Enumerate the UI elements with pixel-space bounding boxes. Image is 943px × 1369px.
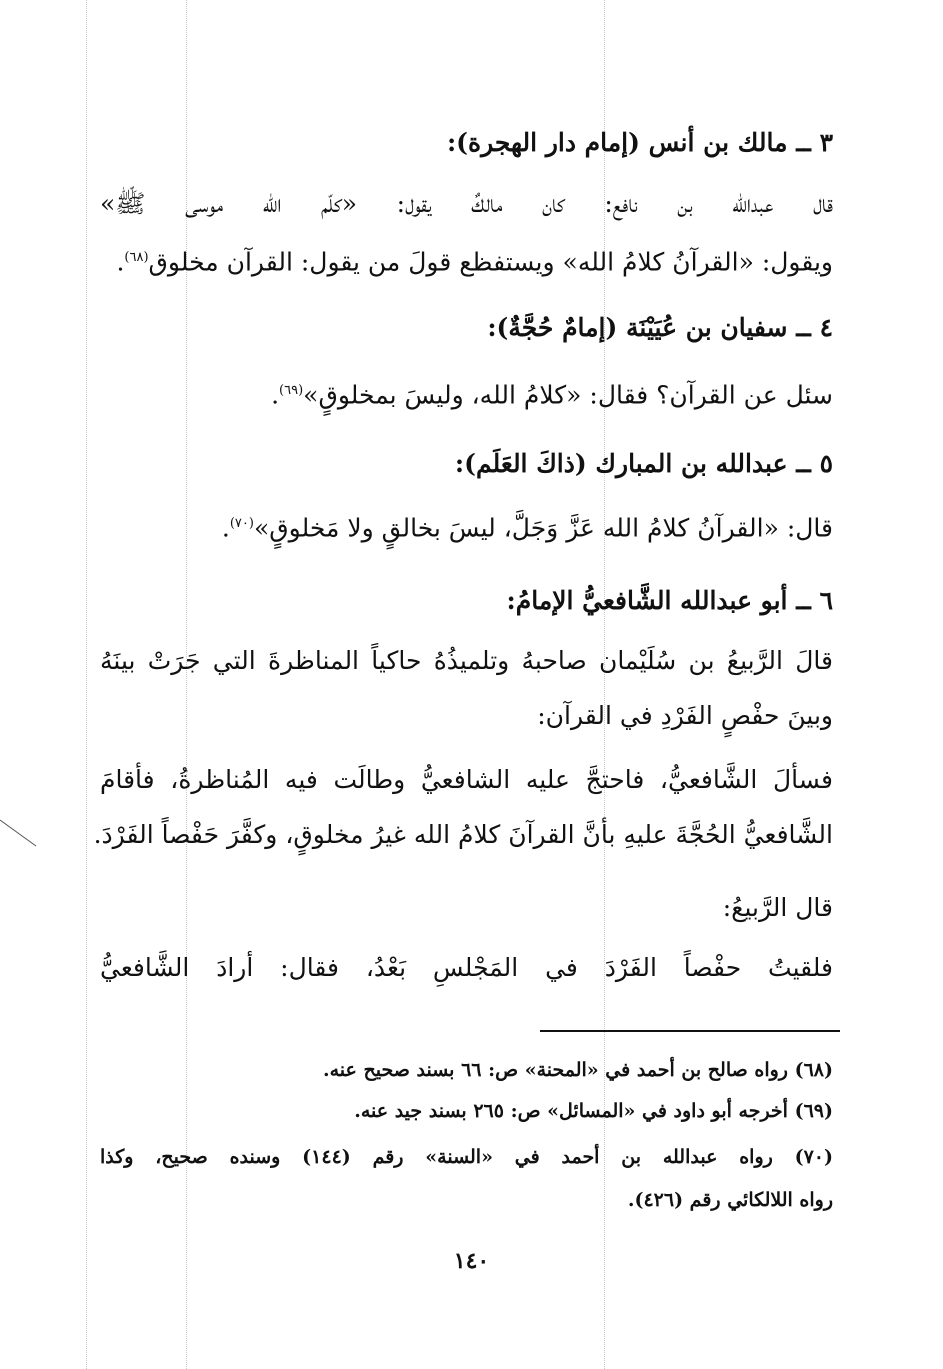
paragraph-line: وبينَ حفْصٍ الفَرْدِ في القرآن: bbox=[537, 701, 833, 730]
paragraph-text: ويقول: «القرآنُ كلامُ الله» ويستفظع قولَ من يقول: القرآن مخلوق bbox=[148, 247, 833, 277]
footnote-70: (٧٠) رواه عبدالله بن أحمد في «السنة» رقم (١٤٤) وسنده صحيح، وكذا bbox=[100, 1146, 834, 1168]
footnote-ref-69: (٦٩) bbox=[279, 383, 304, 398]
footnote-70-continued: رواه اللالكائي رقم (٤٢٦). bbox=[627, 1189, 833, 1211]
paragraph-line: فسألَ الشَّافعيُّ، فاحتجَّ عليه الشافعيُّ وطالَت فيه المُناظرةُ، فأقامَ bbox=[100, 765, 833, 794]
paragraph-text: سئل عن القرآن؟ فقال: «كلامُ الله، وليسَ بمخلوقٍ» bbox=[303, 380, 833, 410]
heading-section-5: ٥ ــ عبدالله بن المبارك (ذاكَ العَلَم): bbox=[454, 449, 833, 478]
page-number: ١٤٠ bbox=[453, 1248, 490, 1274]
footnote-separator bbox=[540, 1030, 840, 1032]
heading-section-3: ٣ ــ مالك بن أنس (إمام دار الهجرة): bbox=[446, 128, 833, 157]
heading-section-4: ٤ ــ سفيان بن عُيَيْنَة (إمامٌ حُجَّةٌ): bbox=[487, 313, 833, 342]
paragraph-line: فلقيتُ حفْصاً الفَرْدَ في المَجْلسِ بَعْدُ، فقال: أرادَ الشَّافعيُّ bbox=[100, 953, 833, 982]
footnote-68: (٦٨) رواه صالح بن أحمد في «المحنة» ص: ٦٦ بسند صحيح عنه. bbox=[323, 1059, 833, 1081]
paragraph-text: قال: «القرآنُ كلامُ الله عَزَّ وَجَلَّ، ليسَ بخالقٍ ولا مَخلوقٍ» bbox=[253, 513, 833, 543]
scan-artifact-line bbox=[86, 0, 87, 1369]
footnote-ref-70: (٧٠) bbox=[229, 516, 254, 531]
scan-artifact-mark bbox=[0, 818, 40, 848]
paragraph-line: قالَ الرَّبيعُ بن سُلَيْمان صاحبهُ وتلميذُهُ حاكياً المناظرةَ التي جَرَتْ بينَهُ bbox=[100, 646, 833, 675]
paragraph-line-with-ref: ويقول: «القرآنُ كلامُ الله» ويستفظع قولَ من يقول: القرآن مخلوق$^{(٦٨)}$. bbox=[116, 247, 833, 277]
footnote-69: (٦٩) أخرجه أبو داود في «المسائل» ص: ٢٦٥ بسند جيد عنه. bbox=[354, 1100, 833, 1122]
paragraph-line: الشَّافعيُّ الحُجَّةَ عليهِ بأنَّ القرآنَ كلامُ الله غيرُ مخلوقٍ، وكفَّرَ حَفْصاً الفَرْدَ. bbox=[93, 820, 833, 849]
paragraph-line-with-ref: سئل عن القرآن؟ فقال: «كلامُ الله، وليسَ بمخلوقٍ»$^{(٦٩)}$. bbox=[271, 380, 833, 410]
paragraph-line: قال الرَّبيعُ: bbox=[722, 893, 833, 922]
heading-section-6: ٦ ــ أبو عبدالله الشَّافعيُّ الإمامُ: bbox=[506, 586, 833, 615]
footnote-ref-68: (٦٨) bbox=[124, 250, 149, 265]
paragraph-line-with-ref: قال: «القرآنُ كلامُ الله عَزَّ وَجَلَّ، ليسَ بخالقٍ ولا مَخلوقٍ»$^{(٧٠)}$. bbox=[221, 513, 833, 543]
paragraph-line: قال عبدالله بن نافع: كان مالكٌ يقول: «كلّم الله موسى ﷺ» bbox=[100, 189, 833, 218]
